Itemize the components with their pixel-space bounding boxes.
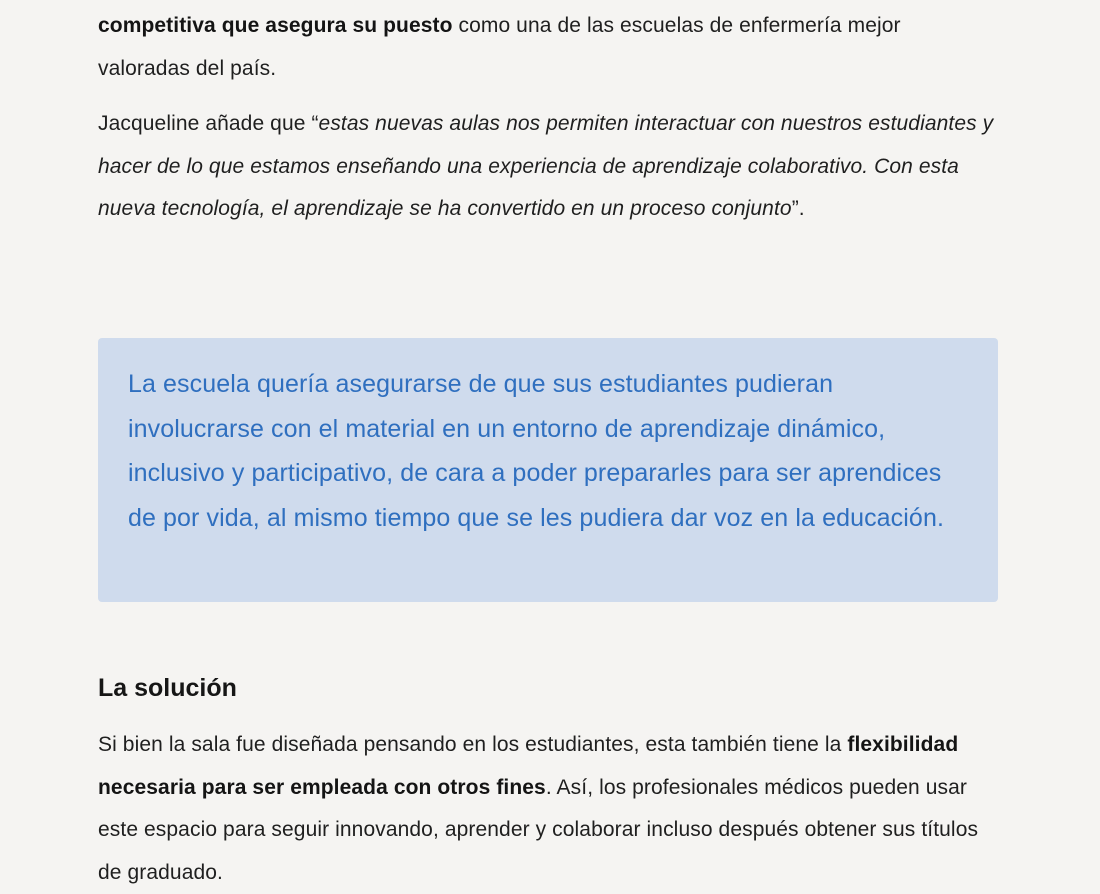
- bold-phrase-flexibilidad: flexibilidad necesaria para ser empleada con otros fines: [98, 733, 959, 799]
- quote-outro: ”.: [791, 197, 805, 220]
- paragraph-solucion-rest: . Así, los profesionales médicos pueden usar este espacio para seguir innovando, aprender y colaborar incluso después obtener sus títulos de graduado.: [98, 775, 979, 884]
- quote-intro: Jacqueline añade que “: [98, 112, 319, 135]
- section-heading-solucion: La solución: [98, 674, 237, 702]
- callout-text: La escuela quería asegurarse de que sus estudiantes pudieran involucrarse con el material en un entorno de aprendizaje dinámico, inclusivo y participativo, de cara a poder prepararles para ser aprendices de por vida, al mismo tiempo que se les pudiera dar voz en la educación.: [128, 370, 944, 532]
- paragraph-ranking: [98, 5, 998, 90]
- paragraph-jacqueline-quote: [98, 103, 998, 231]
- paragraph-solucion: [98, 724, 998, 894]
- paragraph-ranking-text: como una de las escuelas de enfermería mejor valoradas del país.: [98, 14, 901, 80]
- bold-phrase-competitiva: competitiva que asegura su puesto: [98, 14, 453, 37]
- highlight-callout: [98, 338, 998, 602]
- quote-text: estas nuevas aulas nos permiten interactuar con nuestros estudiantes y hacer de lo que estamos enseñando una experiencia de aprendizaje colaborativo. Con esta nueva tecnología, el aprendizaje se ha convertido en un proceso conjunto: [98, 112, 994, 220]
- paragraph-solucion-intro: Si bien la sala fue diseñada pensando en los estudiantes, esta también tiene la: [98, 733, 848, 756]
